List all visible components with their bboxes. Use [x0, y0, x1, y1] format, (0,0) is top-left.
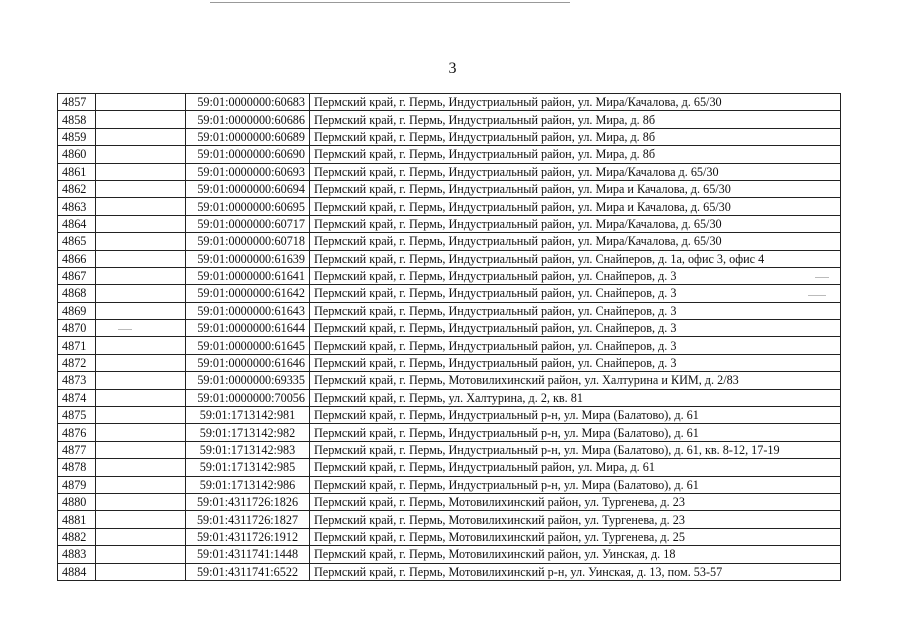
- cadastral-number: 59:01:0000000:69335: [186, 372, 310, 389]
- address: Пермский край, г. Пермь, Индустриальный р-н, ул. Мира (Балатово), д. 61, кв. 8-12, 17-19: [310, 441, 841, 458]
- table-row: [58, 180, 841, 197]
- cadastral-number: 59:01:0000000:70056: [186, 389, 310, 406]
- address: Пермский край, г. Пермь, Индустриальный район, ул. Мира/Качалова д. 65/30: [310, 163, 841, 180]
- cadastral-number: 59:01:1713142:982: [186, 424, 310, 441]
- cadastral-number: 59:01:0000000:61643: [186, 302, 310, 319]
- table-row: [58, 267, 841, 284]
- row-number: 4862: [58, 180, 96, 197]
- row-number: 4863: [58, 198, 96, 215]
- table-row: [58, 528, 841, 545]
- row-number: 4879: [58, 476, 96, 493]
- address: Пермский край, г. Пермь, Индустриальный р-н, ул. Мира (Балатово), д. 61: [310, 476, 841, 493]
- table-row: [58, 389, 841, 406]
- address: Пермский край, г. Пермь, Мотовилихинский район, ул. Тургенева, д. 23: [310, 493, 841, 510]
- empty-cell: [96, 233, 186, 250]
- registry-table: [57, 93, 841, 581]
- table-row: [58, 285, 841, 302]
- table-row: [58, 146, 841, 163]
- cadastral-number: 59:01:0000000:60695: [186, 198, 310, 215]
- cadastral-number: 59:01:0000000:60686: [186, 111, 310, 128]
- cadastral-number: 59:01:1713142:981: [186, 407, 310, 424]
- empty-cell: [96, 198, 186, 215]
- scan-mark: [118, 329, 132, 330]
- row-number: 4883: [58, 546, 96, 563]
- cadastral-number: 59:01:4311741:1448: [186, 546, 310, 563]
- address: Пермский край, г. Пермь, Индустриальный район, ул. Снайперов, д. 3: [310, 302, 841, 319]
- address: Пермский край, г. Пермь, Мотовилихинский район, ул. Тургенева, д. 23: [310, 511, 841, 528]
- row-number: 4860: [58, 146, 96, 163]
- row-number: 4859: [58, 128, 96, 145]
- row-number: 4884: [58, 563, 96, 580]
- empty-cell: [96, 546, 186, 563]
- row-number: 4867: [58, 267, 96, 284]
- scan-mark: [815, 277, 829, 278]
- cadastral-number: 59:01:0000000:61644: [186, 320, 310, 337]
- empty-cell: [96, 250, 186, 267]
- address: Пермский край, г. Пермь, Индустриальный район, ул. Снайперов, д. 3: [310, 285, 841, 302]
- table-row: [58, 337, 841, 354]
- address: Пермский край, г. Пермь, Индустриальный район, ул. Мира/Качалова, д. 65/30: [310, 233, 841, 250]
- row-number: 4876: [58, 424, 96, 441]
- address: Пермский край, г. Пермь, Индустриальный район, ул. Снайперов, д. 3: [310, 320, 841, 337]
- page-number: 3: [448, 60, 457, 77]
- row-number: 4864: [58, 215, 96, 232]
- table-row: [58, 233, 841, 250]
- empty-cell: [96, 320, 186, 337]
- table-row: [58, 128, 841, 145]
- table-row: [58, 441, 841, 458]
- cadastral-number: 59:01:0000000:60689: [186, 128, 310, 145]
- cadastral-number: 59:01:0000000:61641: [186, 267, 310, 284]
- cadastral-number: 59:01:0000000:61646: [186, 354, 310, 371]
- table-row: [58, 372, 841, 389]
- table-row: [58, 250, 841, 267]
- empty-cell: [96, 493, 186, 510]
- cadastral-number: 59:01:0000000:60718: [186, 233, 310, 250]
- address: Пермский край, г. Пермь, Мотовилихинский район, ул. Халтурина и КИМ, д. 2/83: [310, 372, 841, 389]
- row-number: 4865: [58, 233, 96, 250]
- table-row: [58, 407, 841, 424]
- address: Пермский край, г. Пермь, Мотовилихинский р-н, ул. Уинская, д. 13, пом. 53-57: [310, 563, 841, 580]
- address: Пермский край, г. Пермь, Индустриальный район, ул. Мира/Качалова, д. 65/30: [310, 94, 841, 111]
- row-number: 4871: [58, 337, 96, 354]
- cadastral-number: 59:01:4311726:1826: [186, 493, 310, 510]
- table-row: [58, 493, 841, 510]
- table-row: [58, 424, 841, 441]
- address: Пермский край, г. Пермь, Индустриальный район, ул. Мира и Качалова, д. 65/30: [310, 198, 841, 215]
- row-number: 4857: [58, 94, 96, 111]
- row-number: 4882: [58, 528, 96, 545]
- empty-cell: [96, 441, 186, 458]
- cadastral-number: 59:01:0000000:61642: [186, 285, 310, 302]
- table-row: [58, 163, 841, 180]
- empty-cell: [96, 163, 186, 180]
- address: Пермский край, г. Пермь, Индустриальный район, ул. Мира/Качалова, д. 65/30: [310, 215, 841, 232]
- address: Пермский край, г. Пермь, ул. Халтурина, д. 2, кв. 81: [310, 389, 841, 406]
- cadastral-number: 59:01:0000000:60694: [186, 180, 310, 197]
- row-number: 4858: [58, 111, 96, 128]
- empty-cell: [96, 111, 186, 128]
- cadastral-number: 59:01:0000000:60690: [186, 146, 310, 163]
- row-number: 4861: [58, 163, 96, 180]
- row-number: 4875: [58, 407, 96, 424]
- empty-cell: [96, 267, 186, 284]
- table-row: [58, 215, 841, 232]
- table-row: [58, 546, 841, 563]
- empty-cell: [96, 215, 186, 232]
- address: Пермский край, г. Пермь, Индустриальный район, ул. Снайперов, д. 3: [310, 354, 841, 371]
- address: Пермский край, г. Пермь, Индустриальный район, ул. Снайперов, д. 1а, офис 3, офис 4: [310, 250, 841, 267]
- empty-cell: [96, 146, 186, 163]
- empty-cell: [96, 128, 186, 145]
- registry-table-body: [58, 94, 841, 581]
- empty-cell: [96, 372, 186, 389]
- empty-cell: [96, 459, 186, 476]
- empty-cell: [96, 424, 186, 441]
- row-number: 4877: [58, 441, 96, 458]
- empty-cell: [96, 94, 186, 111]
- row-number: 4880: [58, 493, 96, 510]
- cadastral-number: 59:01:0000000:60717: [186, 215, 310, 232]
- table-row: [58, 511, 841, 528]
- cadastral-number: 59:01:4311726:1827: [186, 511, 310, 528]
- row-number: 4866: [58, 250, 96, 267]
- row-number: 4868: [58, 285, 96, 302]
- empty-cell: [96, 476, 186, 493]
- scan-top-rule: [210, 2, 570, 3]
- empty-cell: [96, 337, 186, 354]
- address: Пермский край, г. Пермь, Мотовилихинский район, ул. Тургенева, д. 25: [310, 528, 841, 545]
- address: Пермский край, г. Пермь, Индустриальный р-н, ул. Мира (Балатово), д. 61: [310, 424, 841, 441]
- address: Пермский край, г. Пермь, Мотовилихинский район, ул. Уинская, д. 18: [310, 546, 841, 563]
- empty-cell: [96, 389, 186, 406]
- address: Пермский край, г. Пермь, Индустриальный р-н, ул. Мира (Балатово), д. 61: [310, 407, 841, 424]
- table-row: [58, 354, 841, 371]
- row-number: 4870: [58, 320, 96, 337]
- row-number: 4869: [58, 302, 96, 319]
- table-row: [58, 302, 841, 319]
- row-number: 4872: [58, 354, 96, 371]
- row-number: 4874: [58, 389, 96, 406]
- table-row: [58, 320, 841, 337]
- cadastral-number: 59:01:0000000:60693: [186, 163, 310, 180]
- empty-cell: [96, 563, 186, 580]
- cadastral-number: 59:01:1713142:983: [186, 441, 310, 458]
- table-row: [58, 94, 841, 111]
- empty-cell: [96, 528, 186, 545]
- empty-cell: [96, 354, 186, 371]
- address: Пермский край, г. Пермь, Индустриальный район, ул. Мира, д. 8б: [310, 111, 841, 128]
- cadastral-number: 59:01:1713142:986: [186, 476, 310, 493]
- cadastral-number: 59:01:4311741:6522: [186, 563, 310, 580]
- table-row: [58, 198, 841, 215]
- table-row: [58, 476, 841, 493]
- row-number: 4873: [58, 372, 96, 389]
- cadastral-number: 59:01:4311726:1912: [186, 528, 310, 545]
- cadastral-number: 59:01:1713142:985: [186, 459, 310, 476]
- address: Пермский край, г. Пермь, Индустриальный район, ул. Мира и Качалова, д. 65/30: [310, 180, 841, 197]
- address: Пермский край, г. Пермь, Индустриальный район, ул. Снайперов, д. 3: [310, 267, 841, 284]
- empty-cell: [96, 511, 186, 528]
- table-row: [58, 111, 841, 128]
- empty-cell: [96, 302, 186, 319]
- empty-cell: [96, 180, 186, 197]
- scan-mark: [808, 295, 826, 296]
- row-number: 4878: [58, 459, 96, 476]
- table-row: [58, 563, 841, 580]
- empty-cell: [96, 407, 186, 424]
- address: Пермский край, г. Пермь, Индустриальный район, ул. Мира, д. 8б: [310, 146, 841, 163]
- cadastral-number: 59:01:0000000:61645: [186, 337, 310, 354]
- table-row: [58, 459, 841, 476]
- row-number: 4881: [58, 511, 96, 528]
- empty-cell: [96, 285, 186, 302]
- address: Пермский край, г. Пермь, Индустриальный район, ул. Мира, д. 61: [310, 459, 841, 476]
- cadastral-number: 59:01:0000000:61639: [186, 250, 310, 267]
- address: Пермский край, г. Пермь, Индустриальный район, ул. Мира, д. 8б: [310, 128, 841, 145]
- address: Пермский край, г. Пермь, Индустриальный район, ул. Снайперов, д. 3: [310, 337, 841, 354]
- cadastral-number: 59:01:0000000:60683: [186, 94, 310, 111]
